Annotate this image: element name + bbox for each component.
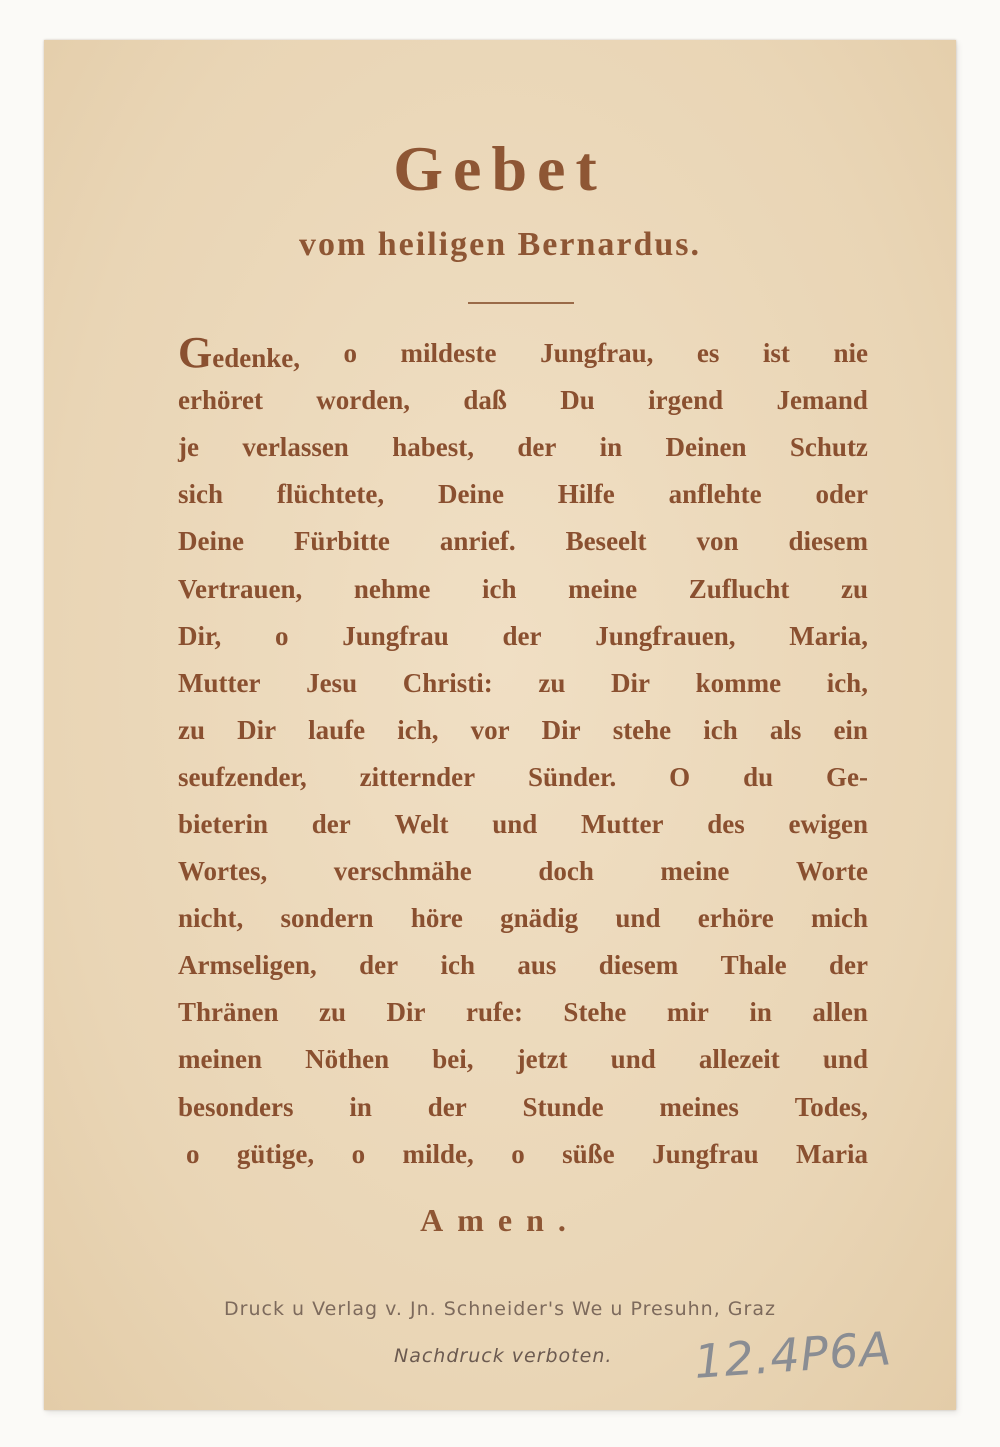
prayer-line: erhöret worden, daß Du irgend Jemand — [178, 385, 868, 416]
prayer-line: Gedenke, o mildeste Jungfrau, es ist nie — [178, 328, 868, 378]
prayer-line: nicht, sondern höre gnädig und erhöre mich — [178, 903, 868, 934]
prayer-text — [178, 330, 868, 1178]
prayer-line: Dir, o Jungfrau der Jungfrauen, Maria, — [178, 620, 868, 651]
prayer-line: Thränen zu Dir rufe: Stehe mir in allen — [178, 997, 868, 1028]
reprint-notice: Nachdruck verboten. — [394, 1345, 613, 1367]
prayer-line: bieterin der Welt und Mutter des ewigen — [178, 808, 868, 839]
prayer-line: je verlassen habest, der in Deinen Schutz — [178, 432, 868, 463]
prayer-subtitle: vom heiligen Bernardus. — [298, 226, 702, 263]
handwritten-inventory-number: 12.4P6A — [692, 1321, 894, 1389]
prayer-line: o gütige, o milde, o süße Jungfrau Maria — [186, 1138, 868, 1169]
prayer-line: Deine Fürbitte anrief. Beseelt von diesem — [178, 526, 868, 557]
prayer-line: besonders in der Stunde meines Todes, — [178, 1091, 868, 1122]
prayer-line: zu Dir laufe ich, vor Dir stehe ich als ein — [178, 714, 868, 745]
prayer-title: Gebet — [393, 133, 607, 204]
printer-imprint: Druck u Verlag v. Jn. Schneider's We u Presuhn, Graz — [224, 1298, 776, 1320]
prayer-card — [44, 40, 956, 1410]
prayer-line: Armseligen, der ich aus diesem Thale der — [178, 950, 868, 981]
prayer-line: seufzender, zitternder Sünder. O du Ge- — [178, 761, 868, 792]
prayer-line: meinen Nöthen bei, jetzt und allezeit und — [178, 1044, 868, 1075]
prayer-line: Vertrauen, nehme ich meine Zuflucht zu — [178, 573, 868, 604]
prayer-line: Mutter Jesu Christi: zu Dir komme ich, — [178, 667, 868, 698]
closing-amen: Amen. — [420, 1202, 580, 1238]
prayer-line: sich flüchtete, Deine Hilfe anflehte oder — [178, 479, 868, 510]
prayer-line: Wortes, verschmähe doch meine Worte — [178, 856, 868, 887]
divider-rule — [468, 302, 574, 304]
